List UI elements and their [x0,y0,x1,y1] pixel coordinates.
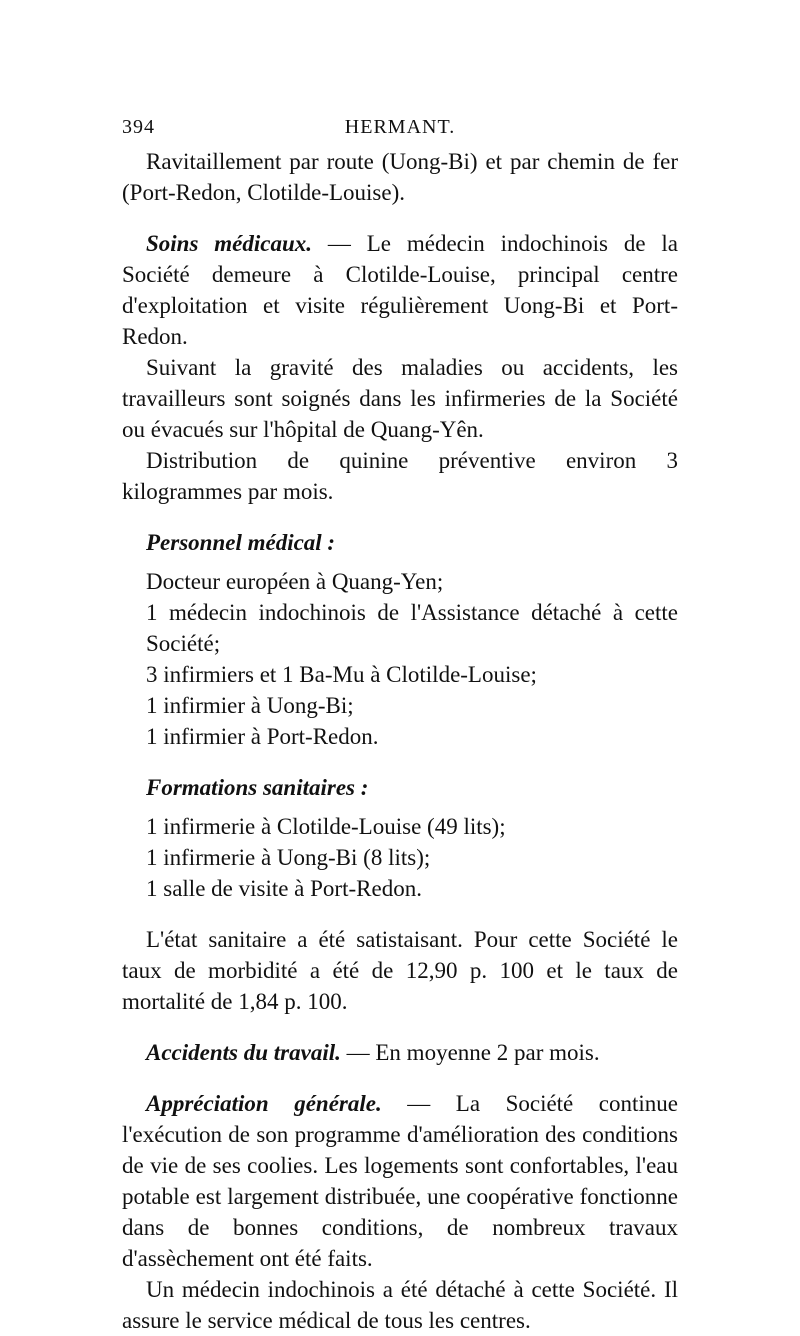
paragraph-ravitaillement: Ravitaillement par route (Uong-Bi) et par chemin de fer (Port-Redon, Clotilde-Louise). [122,149,678,205]
paragraph-final: Un médecin indochinois a été détaché à cette Société. Il assure le service médical de tous les centres. [122,1277,678,1333]
soins-heading: Soins médicaux. [146,231,313,256]
paragraph-etat-sanitaire: L'état sanitaire a été satistaisant. Pour cette Société le taux de morbidité a été de 12,90 p. 100 et le taux de mortalité de 1,84 p. 100. [122,927,678,1014]
paragraph-soins [122,228,678,352]
personnel-section [122,527,678,752]
list-item: 1 salle de visite à Port-Redon. [146,876,422,901]
appreciation-text: — La Société continue l'exécution de son programme d'amélioration des conditions de vie de ses coolies. Les logements sont confortables, l'eau potable est largement distribuée, une coopérative fonctionne dans de bonnes conditions, de nombreux travaux d'assèchement ont été faits. [122,1091,678,1271]
list-item: Docteur européen à Quang-Yen; [146,569,444,594]
formations-heading: Formations sanitaires : [146,775,369,800]
list-item: 1 médecin indochinois de l'Assistance détaché à cette Société; [146,600,678,656]
personnel-heading: Personnel médical : [146,530,336,555]
paragraph-appreciation [122,1088,678,1274]
formations-section [122,772,678,904]
personnel-list [122,566,678,752]
list-item: 3 infirmiers et 1 Ba-Mu à Clotilde-Louise; [146,662,537,687]
page-body [122,146,678,1336]
accidents-heading: Accidents du travail. [146,1040,341,1065]
list-item: 1 infirmerie à Clotilde-Louise (49 lits); [146,814,506,839]
running-head: HERMANT. [344,116,456,138]
paragraph-distribution: Distribution de quinine préventive environ 3 kilogrammes par mois. [122,448,678,504]
paragraph-suivant: Suivant la gravité des maladies ou accidents, les travailleurs sont soignés dans les infirmeries de la Société ou évacués sur l'hôpital de Quang-Yên. [122,355,678,442]
page-header [122,116,678,140]
list-item: 1 infirmerie à Uong-Bi (8 lits); [146,845,431,870]
list-item: 1 infirmier à Port-Redon. [146,724,379,749]
soins-text: — Le médecin indochinois de la Société demeure à Clotilde-Louise, principal centre d'exploitation et visite régulièrement Uong-Bi et Port-Redon. [122,231,678,349]
paragraph-accidents [122,1037,678,1068]
accidents-text: — En moyenne 2 par mois. [340,1040,600,1065]
appreciation-heading: Appréciation générale. [146,1091,382,1116]
list-item: 1 infirmier à Uong-Bi; [146,693,354,718]
formations-list [122,811,678,904]
page-number: 394 [122,116,155,138]
